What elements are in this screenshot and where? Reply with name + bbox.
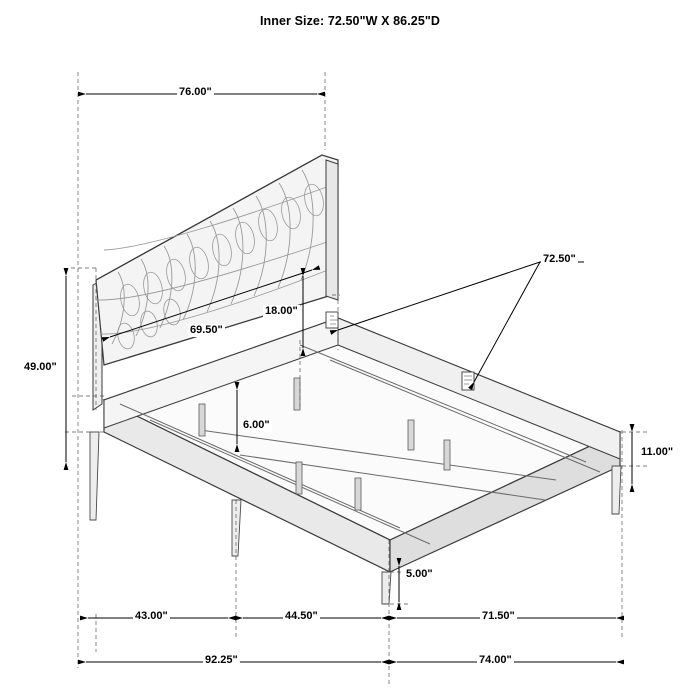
dim-overall-bottom-right-width: 74.00" [479, 654, 512, 666]
bed-frame-deck [104, 318, 620, 572]
headboard-right-post [326, 160, 338, 300]
dim-right-segment-width: 71.50" [482, 610, 515, 622]
page-title: Inner Size: 72.50"W X 86.25"D [259, 14, 441, 28]
dim-slat-clearance-height: 6.00" [243, 419, 270, 431]
dim-headboard-panel-width: 69.50" [190, 324, 223, 336]
dim-overall-width-top: 76.00" [179, 86, 212, 98]
dim-headboard-panel-height: 18.00" [265, 305, 298, 317]
dim-headboard-total-height: 49.00" [24, 361, 57, 373]
dim-foot-leg-height: 5.00" [406, 568, 433, 580]
dim-inner-width-callout: 72.50" [543, 253, 576, 265]
dim-side-rail-height: 11.00" [641, 446, 674, 458]
bed-geometry [90, 155, 621, 604]
dim-center-segment-width: 44.50" [285, 610, 318, 622]
dim-overall-bottom-left-width: 92.25" [205, 654, 238, 666]
dim-left-segment-width: 43.00" [135, 610, 168, 622]
